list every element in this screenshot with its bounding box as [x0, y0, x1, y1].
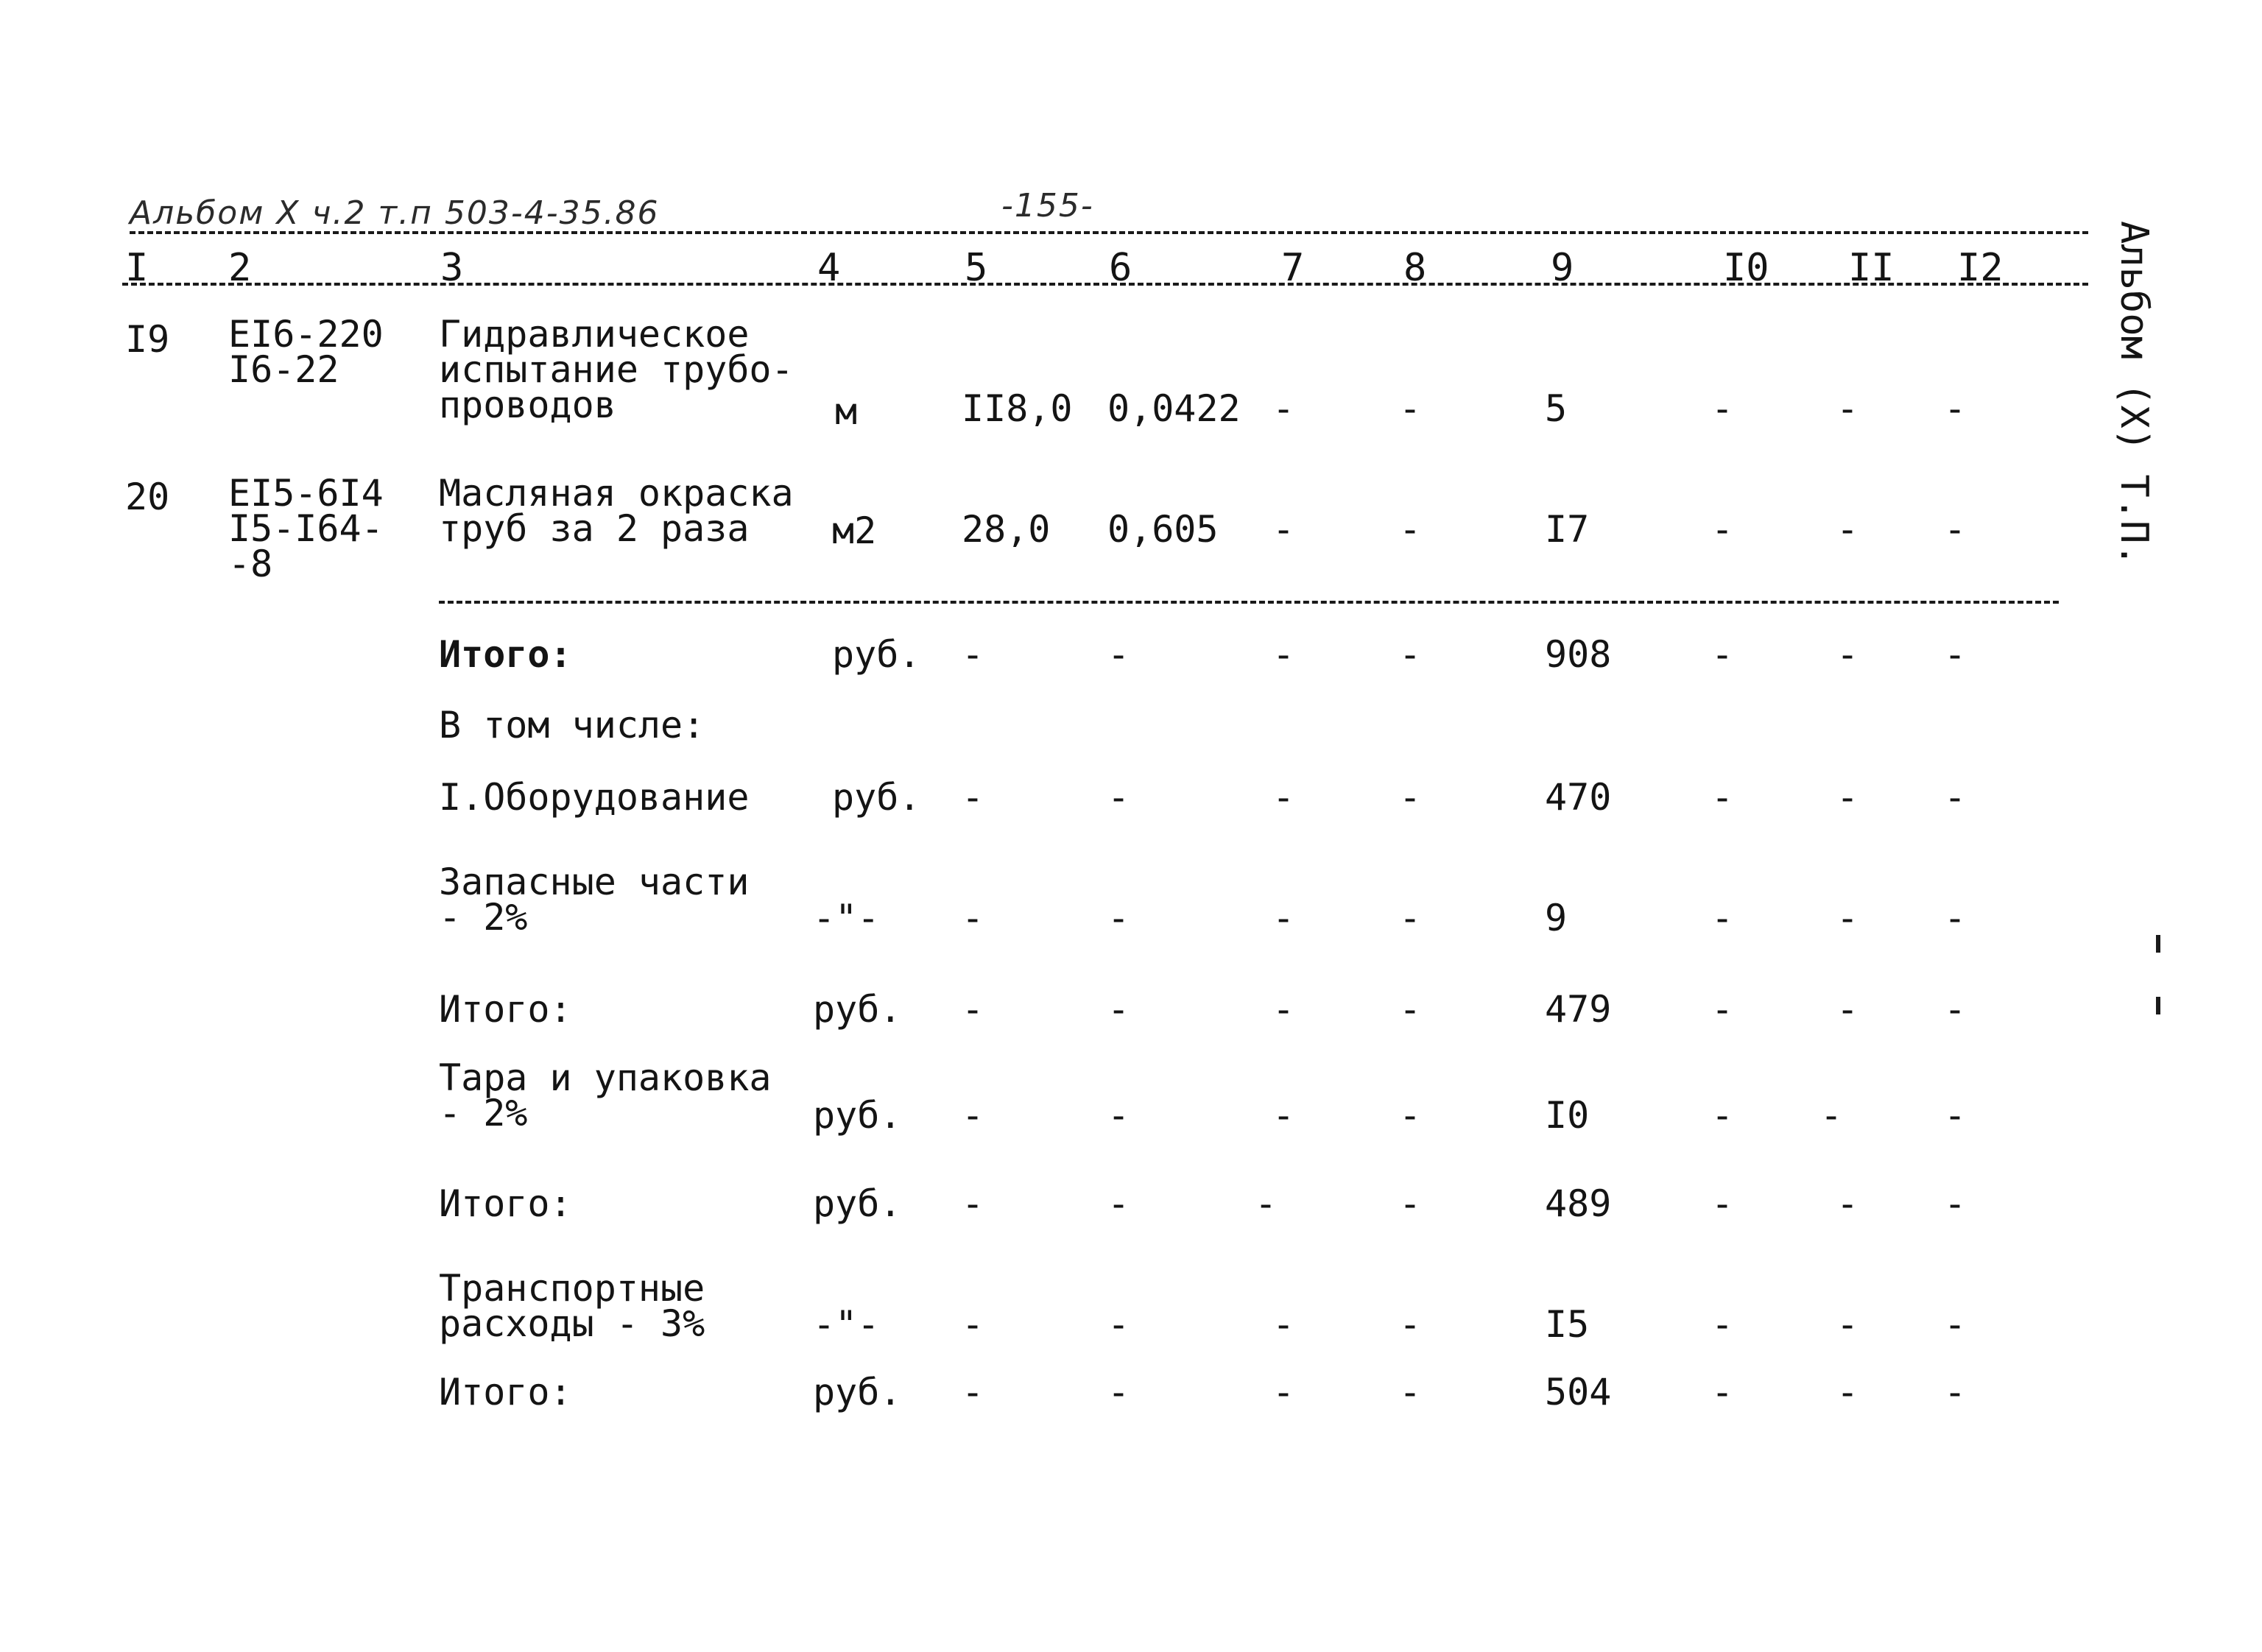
col-header-5: 5	[965, 246, 988, 290]
col6-value: -	[1107, 897, 1130, 939]
col9-value: 504	[1545, 1371, 1612, 1413]
col7-value: -	[1272, 776, 1295, 819]
col9-value: 908	[1545, 633, 1612, 676]
col6-value: -	[1107, 1303, 1130, 1346]
col-header-8: 8	[1403, 246, 1427, 290]
col12-value: -	[1944, 988, 1967, 1031]
col12-value: -	[1944, 508, 1967, 551]
col-header-7: 7	[1281, 246, 1305, 290]
col5-value: -	[962, 1303, 984, 1346]
column-header-divider	[122, 283, 2088, 286]
col12-value: -	[1944, 897, 1967, 939]
unit: руб.	[813, 1094, 902, 1137]
col-header-1: I	[125, 246, 149, 290]
col8-value: -	[1399, 1371, 1422, 1413]
col9-value: 489	[1545, 1182, 1612, 1225]
col11-value: -	[1836, 988, 1859, 1031]
work-description: Масляная окраска труб за 2 раза	[439, 472, 794, 550]
col11-value: -	[1836, 776, 1859, 819]
col5-value: -	[962, 988, 984, 1031]
col-header-12: I2	[1957, 246, 2004, 290]
col10-value: -	[1711, 1371, 1734, 1413]
summary-label: Итого:	[439, 988, 572, 1031]
summary-label: Транспортные расходы - 3%	[439, 1267, 705, 1345]
summary-label: I.Оборудование	[439, 776, 750, 819]
col10-value: -	[1711, 988, 1734, 1031]
col8-value: -	[1399, 1182, 1422, 1225]
col11-value: -	[1836, 508, 1859, 551]
col-header-10: I0	[1723, 246, 1769, 290]
col8-value: -	[1399, 1303, 1422, 1346]
col10-value: -	[1711, 1182, 1734, 1225]
col11-value: -	[1836, 387, 1859, 430]
side-album-label: Альбом (X) Т.П.	[2112, 221, 2156, 567]
col12-value: -	[1944, 776, 1967, 819]
col6-value: 0,605	[1107, 508, 1219, 551]
col5-value: -	[962, 897, 984, 939]
unit: руб.	[813, 988, 902, 1031]
col11-value: -	[1836, 897, 1859, 939]
col11-value: -	[1836, 633, 1859, 676]
col8-value: -	[1399, 508, 1422, 551]
col8-value: -	[1399, 387, 1422, 430]
unit: м	[835, 390, 858, 433]
col9-value: 470	[1545, 776, 1612, 819]
col6-value: -	[1107, 776, 1130, 819]
summary-label: Запасные части - 2%	[439, 861, 750, 939]
col11-value: -	[1836, 1371, 1859, 1413]
col12-value: -	[1944, 387, 1967, 430]
col10-value: -	[1711, 776, 1734, 819]
header-divider	[130, 231, 2088, 234]
col6-value: -	[1107, 1371, 1130, 1413]
col5-value: 28,0	[962, 508, 1051, 551]
col12-value: -	[1944, 1303, 1967, 1346]
col8-value: -	[1399, 1094, 1422, 1137]
norm-code: EI5-6I4 I5-I64- -8	[228, 472, 384, 585]
col-header-9: 9	[1551, 246, 1574, 290]
col11-value: -	[1836, 1182, 1859, 1225]
col7-value: -	[1272, 508, 1295, 551]
col9-value: I5	[1545, 1303, 1590, 1346]
norm-code: EI6-220 I6-22	[228, 313, 384, 391]
col11-value: -	[1836, 1303, 1859, 1346]
col12-value: -	[1944, 1371, 1967, 1413]
col11-value: -	[1820, 1094, 1843, 1137]
col-header-6: 6	[1109, 246, 1132, 290]
row-number: 20	[125, 476, 170, 518]
col9-value: I7	[1545, 508, 1590, 551]
col9-value: 479	[1545, 988, 1612, 1031]
col7-value: -	[1272, 988, 1295, 1031]
col5-value: -	[962, 776, 984, 819]
unit: -"-	[813, 897, 880, 939]
col7-value: -	[1272, 1371, 1295, 1413]
col7-value: -	[1272, 1303, 1295, 1346]
margin-tick	[2156, 997, 2160, 1014]
summary-label: Тара и упаковка - 2%	[439, 1056, 772, 1134]
unit: м2	[832, 509, 877, 552]
col10-value: -	[1711, 897, 1734, 939]
col6-value: -	[1107, 1094, 1130, 1137]
col5-value: -	[962, 633, 984, 676]
totals-divider	[439, 601, 2059, 604]
col8-value: -	[1399, 988, 1422, 1031]
album-reference: Альбом X ч.2 т.п 503-4-35.86	[130, 194, 660, 232]
unit: руб.	[832, 633, 921, 676]
col9-value: 9	[1545, 897, 1568, 939]
col10-value: -	[1711, 387, 1734, 430]
col5-value: II8,0	[962, 387, 1073, 430]
work-description: Гидравлическое испытание трубо- проводов	[439, 313, 794, 426]
unit: руб.	[832, 776, 921, 819]
including-label: В том числе:	[439, 704, 705, 746]
col12-value: -	[1944, 633, 1967, 676]
col-header-3: 3	[440, 246, 464, 290]
col7-value: -	[1272, 1094, 1295, 1137]
col-header-11: II	[1848, 246, 1895, 290]
col10-value: -	[1711, 508, 1734, 551]
summary-label: Итого:	[439, 633, 572, 676]
unit: -"-	[813, 1303, 880, 1346]
unit: руб.	[813, 1182, 902, 1225]
col7-value: -	[1272, 387, 1295, 430]
unit: руб.	[813, 1371, 902, 1413]
col8-value: -	[1399, 776, 1422, 819]
col7-value: -	[1255, 1182, 1278, 1225]
summary-label: Итого:	[439, 1182, 572, 1225]
col6-value: -	[1107, 633, 1130, 676]
col5-value: -	[962, 1094, 984, 1137]
col8-value: -	[1399, 633, 1422, 676]
col10-value: -	[1711, 1303, 1734, 1346]
summary-label: Итого:	[439, 1371, 572, 1413]
col-header-2: 2	[228, 246, 252, 290]
col6-value: -	[1107, 1182, 1130, 1225]
col10-value: -	[1711, 1094, 1734, 1137]
page-number: -155-	[1001, 187, 1094, 225]
col5-value: -	[962, 1371, 984, 1413]
col6-value: 0,0422	[1107, 387, 1241, 430]
col7-value: -	[1272, 897, 1295, 939]
col5-value: -	[962, 1182, 984, 1225]
margin-tick	[2156, 935, 2160, 953]
col-header-4: 4	[817, 246, 841, 290]
col9-value: 5	[1545, 387, 1568, 430]
col12-value: -	[1944, 1182, 1967, 1225]
col8-value: -	[1399, 897, 1422, 939]
row-number: I9	[125, 318, 170, 361]
col7-value: -	[1272, 633, 1295, 676]
col6-value: -	[1107, 988, 1130, 1031]
col10-value: -	[1711, 633, 1734, 676]
col12-value: -	[1944, 1094, 1967, 1137]
col9-value: I0	[1545, 1094, 1590, 1137]
